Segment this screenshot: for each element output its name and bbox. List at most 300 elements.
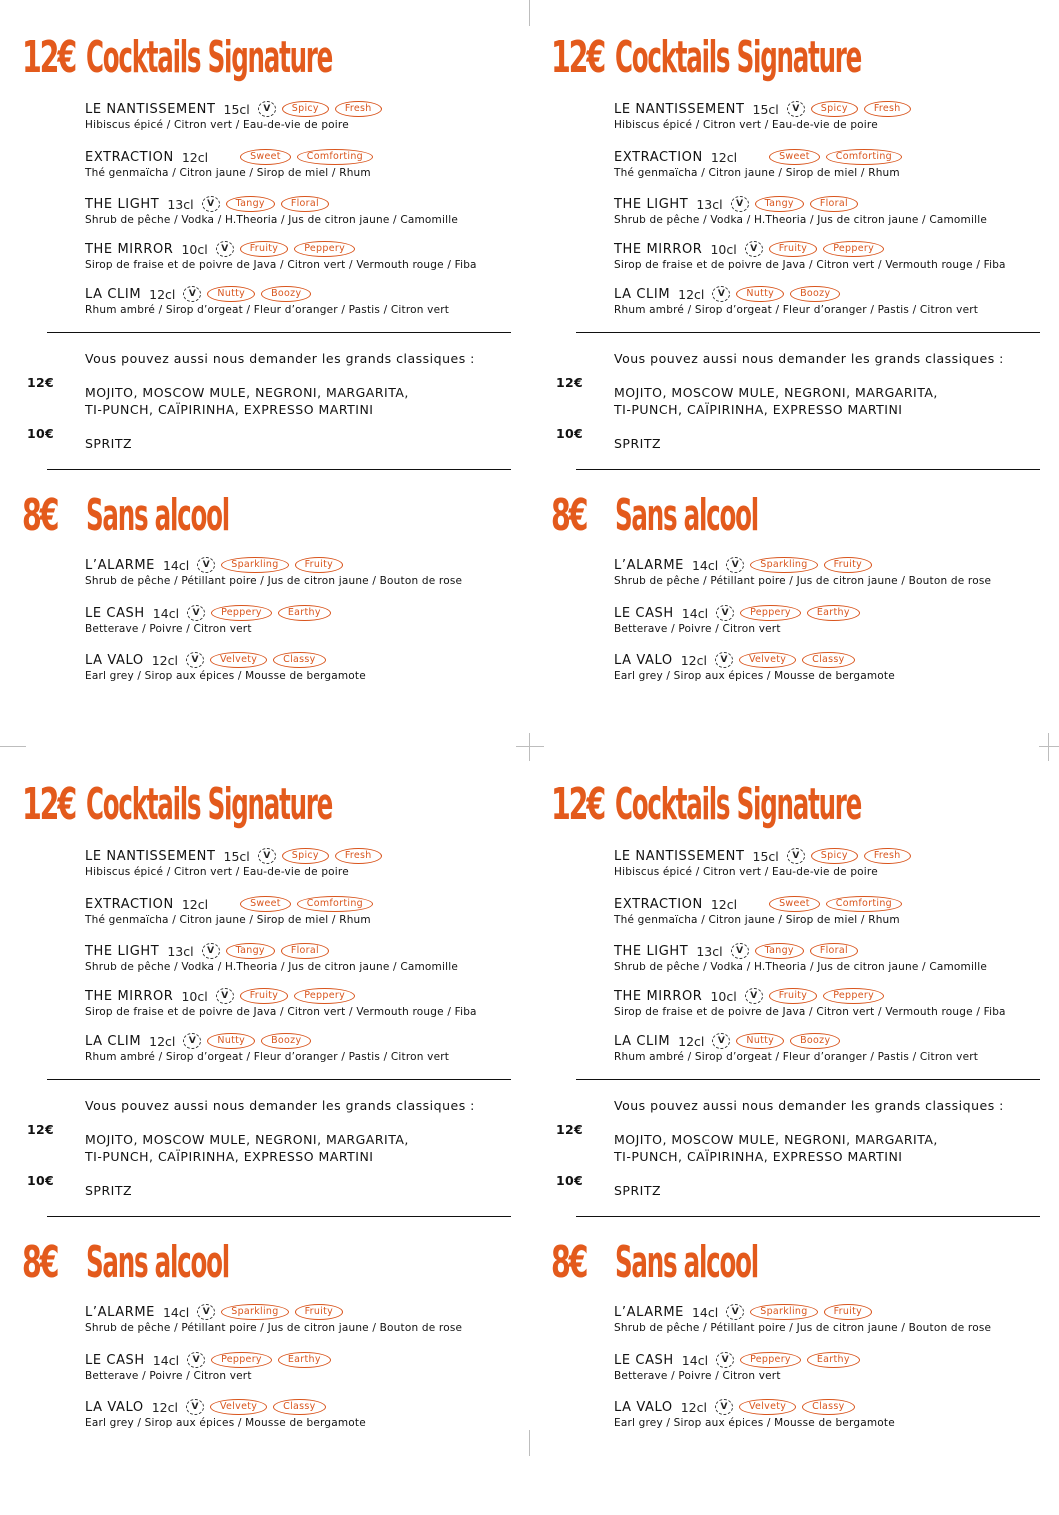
flavor-tag: Sweet: [769, 149, 820, 165]
sans-alcool-price: 8€: [551, 1237, 587, 1288]
flavor-tag: Sparkling: [750, 557, 817, 573]
classics-price: 12€: [27, 1122, 54, 1137]
menu-item: [85, 1032, 535, 1063]
classics-line: TI-PUNCH, CAÏPIRINHA, EXPRESSO MARTINI: [85, 402, 374, 417]
flavor-tag: Fruity: [824, 1304, 873, 1320]
menu-item: [614, 556, 1059, 587]
menu-item-ingredients: Shrub de pêche / Pétillant poire / Jus de citron jaune / Bouton de rose: [85, 575, 463, 587]
classics-intro: Vous pouvez aussi nous demander les grands classiques :: [85, 351, 475, 366]
spritz-label: SPRITZ: [85, 1183, 133, 1198]
menu-item-volume: 14cl: [152, 1352, 180, 1368]
menu-item: [85, 100, 535, 131]
flavor-tag: Comforting: [826, 896, 902, 912]
cocktails-title: Cocktails Signature: [86, 32, 333, 83]
menu-card: [551, 28, 1059, 768]
menu-item-volume: 15cl: [223, 848, 250, 864]
flavor-tag: Velvety: [210, 652, 267, 668]
flavor-tag: Boozy: [790, 286, 840, 302]
menu-item: [614, 195, 1059, 226]
cocktails-price: 12€: [22, 32, 76, 83]
classics-line: MOJITO, MOSCOW MULE, NEGRONI, MARGARITA,: [614, 385, 938, 400]
divider: [576, 469, 1040, 470]
vegan-icon: V: [712, 1033, 730, 1049]
flavor-tag: Velvety: [210, 1399, 267, 1415]
flavor-tag: Peppery: [211, 605, 272, 621]
menu-item-heading: [85, 895, 535, 913]
divider: [576, 1079, 1040, 1080]
vegan-icon: V: [787, 101, 805, 117]
flavor-tag: Velvety: [739, 1399, 796, 1415]
menu-item-volume: 12cl: [181, 149, 209, 165]
flavor-tag: Peppery: [294, 988, 355, 1004]
flavor-tag: Tangy: [755, 196, 804, 212]
divider: [47, 332, 511, 333]
menu-item-name: THE MIRROR: [614, 988, 703, 1004]
menu-item-volume: 14cl: [691, 1304, 719, 1320]
menu-item: [614, 604, 1059, 635]
menu-item-volume: 12cl: [678, 1033, 705, 1049]
menu-item-name: L’ALARME: [614, 557, 684, 573]
menu-item-name: EXTRACTION: [85, 149, 174, 165]
flavor-tag: Floral: [281, 196, 329, 212]
classics-list: [85, 384, 409, 418]
vegan-icon: V: [202, 196, 220, 212]
menu-item-ingredients: Shrub de pêche / Vodka / H.Theoria / Jus de citron jaune / Camomille: [614, 961, 987, 973]
menu-item: [85, 604, 535, 635]
menu-item-name: L’ALARME: [614, 1304, 684, 1320]
menu-item-heading: [85, 1351, 535, 1369]
menu-item-volume: 12cl: [678, 286, 705, 302]
spritz-label: SPRITZ: [614, 436, 662, 451]
classics-price: 12€: [556, 1122, 583, 1137]
menu-item-ingredients: Shrub de pêche / Vodka / H.Theoria / Jus de citron jaune / Camomille: [85, 214, 458, 226]
menu-item-volume: 12cl: [151, 652, 178, 668]
menu-item-name: LA VALO: [85, 1399, 144, 1415]
menu-item-volume: 13cl: [167, 196, 194, 212]
flavor-tag: Floral: [810, 196, 858, 212]
flavor-tag: Fruity: [295, 557, 344, 573]
menu-item-heading: [614, 847, 1059, 865]
menu-item-volume: 10cl: [710, 241, 737, 257]
menu-item-name: LE NANTISSEMENT: [614, 848, 745, 864]
menu-item-volume: 12cl: [151, 1399, 178, 1415]
menu-item-heading: [614, 556, 1059, 574]
menu-item-heading: [85, 942, 535, 960]
menu-item-heading: [614, 100, 1059, 118]
menu-item-heading: [85, 847, 535, 865]
classics-line: MOJITO, MOSCOW MULE, NEGRONI, MARGARITA,: [85, 1132, 409, 1147]
menu-item-ingredients: Betterave / Poivre / Citron vert: [614, 623, 781, 635]
flavor-tag: Sweet: [240, 149, 291, 165]
menu-item-heading: [85, 100, 535, 118]
menu-item-name: LE CASH: [614, 1352, 674, 1368]
menu-item: [614, 285, 1059, 316]
menu-item-volume: 12cl: [710, 896, 738, 912]
divider: [47, 469, 511, 470]
menu-item: [614, 987, 1059, 1018]
menu-item-ingredients: Thé genmaïcha / Citron jaune / Sirop de miel / Rhum: [85, 914, 371, 926]
flavor-tag: Spicy: [811, 848, 858, 864]
menu-item-volume: 12cl: [710, 149, 738, 165]
classics-intro: Vous pouvez aussi nous demander les grands classiques :: [614, 351, 1004, 366]
flavor-tag: Tangy: [226, 196, 275, 212]
menu-item-volume: 12cl: [680, 652, 707, 668]
menu-item-volume: 14cl: [681, 1352, 709, 1368]
menu-item-ingredients: Sirop de fraise et de poivre de Java / Citron vert / Vermouth rouge / Fiba: [85, 1006, 477, 1018]
sans-alcool-price: 8€: [22, 490, 58, 541]
menu-item: [614, 100, 1059, 131]
flavor-tag: Fresh: [335, 101, 382, 117]
flavor-tag: Fruity: [769, 241, 818, 257]
vegan-icon: V: [787, 848, 805, 864]
vegan-icon: V: [716, 605, 734, 621]
menu-item-heading: [614, 1303, 1059, 1321]
flavor-tag: Classy: [802, 652, 854, 668]
menu-item-name: LA CLIM: [85, 286, 142, 302]
classics-line: MOJITO, MOSCOW MULE, NEGRONI, MARGARITA,: [614, 1132, 938, 1147]
menu-item: [85, 1398, 535, 1429]
flavor-tag: Nutty: [207, 286, 255, 302]
vegan-icon: V: [202, 943, 220, 959]
flavor-tag: Comforting: [297, 896, 373, 912]
menu-item-ingredients: Shrub de pêche / Vodka / H.Theoria / Jus de citron jaune / Camomille: [614, 214, 987, 226]
menu-item-name: THE LIGHT: [85, 943, 160, 959]
menu-item-heading: [85, 195, 535, 213]
cocktails-price: 12€: [551, 32, 605, 83]
vegan-icon: V: [258, 101, 276, 117]
menu-item: [614, 1032, 1059, 1063]
menu-item: [85, 556, 535, 587]
flavor-tag: Peppery: [823, 988, 884, 1004]
menu-item-ingredients: Earl grey / Sirop aux épices / Mousse de bergamote: [85, 670, 366, 682]
menu-item: [614, 240, 1059, 271]
flavor-tag: Tangy: [226, 943, 275, 959]
menu-item-ingredients: Rhum ambré / Sirop d’orgeat / Fleur d’oranger / Pastis / Citron vert: [614, 304, 979, 316]
spritz-label: SPRITZ: [85, 436, 133, 451]
menu-item-ingredients: Thé genmaïcha / Citron jaune / Sirop de miel / Rhum: [85, 167, 371, 179]
menu-item-name: L’ALARME: [85, 557, 155, 573]
flavor-tag: Spicy: [282, 848, 329, 864]
menu-item: [85, 847, 535, 878]
menu-item-volume: 14cl: [152, 605, 180, 621]
classics-line: TI-PUNCH, CAÏPIRINHA, EXPRESSO MARTINI: [614, 1149, 903, 1164]
vegan-icon: V: [183, 286, 201, 302]
vegan-icon: V: [187, 1352, 205, 1368]
sans-alcool-title: Sans alcool: [86, 1237, 229, 1288]
menu-item-ingredients: Betterave / Poivre / Citron vert: [85, 623, 252, 635]
menu-item-ingredients: Earl grey / Sirop aux épices / Mousse de bergamote: [85, 1417, 366, 1429]
flavor-tag: Fruity: [769, 988, 818, 1004]
menu-item-name: THE MIRROR: [85, 241, 174, 257]
menu-item-heading: [614, 285, 1059, 303]
menu-item-volume: 12cl: [149, 286, 176, 302]
menu-item-ingredients: Sirop de fraise et de poivre de Java / Citron vert / Vermouth rouge / Fiba: [614, 1006, 1006, 1018]
spritz-price: 10€: [27, 426, 54, 441]
menu-item-name: LA VALO: [614, 652, 673, 668]
menu-item-ingredients: Betterave / Poivre / Citron vert: [85, 1370, 252, 1382]
menu-item: [614, 1303, 1059, 1334]
menu-item-ingredients: Hibiscus épicé / Citron vert / Eau-de-vie de poire: [614, 866, 878, 878]
classics-intro: Vous pouvez aussi nous demander les grands classiques :: [85, 1098, 475, 1113]
menu-item-volume: 10cl: [181, 241, 208, 257]
flavor-tag: Classy: [802, 1399, 854, 1415]
classics-price: 12€: [27, 375, 54, 390]
vegan-icon: V: [726, 1304, 744, 1320]
menu-item-heading: [85, 604, 535, 622]
cocktails-title: Cocktails Signature: [615, 779, 862, 830]
menu-item-ingredients: Shrub de pêche / Pétillant poire / Jus de citron jaune / Bouton de rose: [614, 575, 992, 587]
flavor-tag: Fresh: [864, 848, 911, 864]
menu-card: [551, 775, 1059, 1515]
spritz-price: 10€: [27, 1173, 54, 1188]
menu-item-heading: [614, 895, 1059, 913]
classics-line: TI-PUNCH, CAÏPIRINHA, EXPRESSO MARTINI: [614, 402, 903, 417]
menu-item-name: EXTRACTION: [614, 896, 703, 912]
vegan-icon: V: [186, 652, 204, 668]
menu-item-volume: 14cl: [162, 557, 190, 573]
divider: [576, 1216, 1040, 1217]
menu-item-heading: [614, 987, 1059, 1005]
menu-item-name: LE NANTISSEMENT: [85, 101, 216, 117]
menu-item-volume: 13cl: [696, 196, 723, 212]
vegan-icon: V: [216, 988, 234, 1004]
menu-item-heading: [614, 942, 1059, 960]
cocktails-price: 12€: [22, 779, 76, 830]
vegan-icon: V: [186, 1399, 204, 1415]
menu-item: [85, 148, 535, 179]
vegan-icon: V: [745, 241, 763, 257]
menu-item-name: THE LIGHT: [614, 943, 689, 959]
menu-item-volume: 13cl: [167, 943, 194, 959]
flavor-tag: Earthy: [807, 1352, 860, 1368]
flavor-tag: Tangy: [755, 943, 804, 959]
sans-alcool-title: Sans alcool: [86, 490, 229, 541]
classics-line: MOJITO, MOSCOW MULE, NEGRONI, MARGARITA,: [85, 385, 409, 400]
flavor-tag: Sweet: [769, 896, 820, 912]
flavor-tag: Fresh: [335, 848, 382, 864]
divider: [576, 332, 1040, 333]
flavor-tag: Sweet: [240, 896, 291, 912]
menu-item-volume: 14cl: [681, 605, 709, 621]
menu-item: [85, 895, 535, 926]
sans-alcool-price: 8€: [22, 1237, 58, 1288]
vegan-icon: V: [726, 557, 744, 573]
menu-item-heading: [614, 604, 1059, 622]
menu-item-ingredients: Thé genmaïcha / Citron jaune / Sirop de miel / Rhum: [614, 167, 900, 179]
menu-item: [614, 847, 1059, 878]
menu-item-heading: [614, 1032, 1059, 1050]
classics-intro: Vous pouvez aussi nous demander les grands classiques :: [614, 1098, 1004, 1113]
menu-item-volume: 13cl: [696, 943, 723, 959]
menu-item-ingredients: Hibiscus épicé / Citron vert / Eau-de-vie de poire: [614, 119, 878, 131]
menu-item-volume: 15cl: [752, 101, 779, 117]
menu-item: [614, 148, 1059, 179]
menu-item-name: THE LIGHT: [614, 196, 689, 212]
divider: [47, 1216, 511, 1217]
menu-item-heading: [85, 240, 535, 258]
cocktails-title: Cocktails Signature: [615, 32, 862, 83]
flavor-tag: Boozy: [261, 1033, 311, 1049]
menu-item-ingredients: Sirop de fraise et de poivre de Java / Citron vert / Vermouth rouge / Fiba: [85, 259, 477, 271]
menu-item-ingredients: Rhum ambré / Sirop d’orgeat / Fleur d’oranger / Pastis / Citron vert: [85, 304, 450, 316]
menu-item-ingredients: Rhum ambré / Sirop d’orgeat / Fleur d’oranger / Pastis / Citron vert: [614, 1051, 979, 1063]
menu-item: [85, 240, 535, 271]
menu-item-ingredients: Shrub de pêche / Pétillant poire / Jus de citron jaune / Bouton de rose: [614, 1322, 992, 1334]
menu-item-ingredients: Shrub de pêche / Vodka / H.Theoria / Jus de citron jaune / Camomille: [85, 961, 458, 973]
flavor-tag: Fresh: [864, 101, 911, 117]
menu-item-volume: 10cl: [181, 988, 208, 1004]
flavor-tag: Classy: [273, 1399, 325, 1415]
menu-item-name: LA CLIM: [614, 1033, 671, 1049]
flavor-tag: Peppery: [294, 241, 355, 257]
vegan-icon: V: [731, 943, 749, 959]
menu-item-volume: 10cl: [710, 988, 737, 1004]
flavor-tag: Comforting: [826, 149, 902, 165]
menu-item-ingredients: Sirop de fraise et de poivre de Java / Citron vert / Vermouth rouge / Fiba: [614, 259, 1006, 271]
menu-item-volume: 12cl: [680, 1399, 707, 1415]
menu-item-ingredients: Hibiscus épicé / Citron vert / Eau-de-vie de poire: [85, 119, 349, 131]
flavor-tag: Peppery: [740, 1352, 801, 1368]
flavor-tag: Earthy: [278, 605, 331, 621]
menu-item-name: L’ALARME: [85, 1304, 155, 1320]
flavor-tag: Fruity: [824, 557, 873, 573]
menu-item-heading: [85, 1032, 535, 1050]
flavor-tag: Velvety: [739, 652, 796, 668]
menu-item: [85, 942, 535, 973]
flavor-tag: Nutty: [736, 286, 784, 302]
menu-item: [85, 1303, 535, 1334]
menu-item: [85, 987, 535, 1018]
menu-item-heading: [614, 1351, 1059, 1369]
menu-item-name: LE NANTISSEMENT: [614, 101, 745, 117]
menu-item: [85, 195, 535, 226]
menu-item: [85, 1351, 535, 1382]
flavor-tag: Spicy: [282, 101, 329, 117]
flavor-tag: Peppery: [823, 241, 884, 257]
menu-item-heading: [614, 148, 1059, 166]
vegan-icon: V: [731, 196, 749, 212]
classics-list: [614, 384, 938, 418]
flavor-tag: Earthy: [278, 1352, 331, 1368]
menu-item-heading: [85, 1398, 535, 1416]
vegan-icon: V: [216, 241, 234, 257]
flavor-tag: Sparkling: [221, 1304, 288, 1320]
menu-item-ingredients: Earl grey / Sirop aux épices / Mousse de bergamote: [614, 670, 895, 682]
menu-item-volume: 12cl: [149, 1033, 176, 1049]
flavor-tag: Boozy: [261, 286, 311, 302]
vegan-icon: V: [715, 1399, 733, 1415]
menu-item-name: LE CASH: [614, 605, 674, 621]
classics-price: 12€: [556, 375, 583, 390]
menu-item-ingredients: Earl grey / Sirop aux épices / Mousse de bergamote: [614, 1417, 895, 1429]
menu-item-heading: [614, 195, 1059, 213]
menu-item-heading: [85, 1303, 535, 1321]
menu-item-name: EXTRACTION: [614, 149, 703, 165]
flavor-tag: Spicy: [811, 101, 858, 117]
menu-item: [85, 285, 535, 316]
sans-alcool-price: 8€: [551, 490, 587, 541]
menu-item-name: EXTRACTION: [85, 896, 174, 912]
menu-item-name: LE NANTISSEMENT: [85, 848, 216, 864]
flavor-tag: Floral: [810, 943, 858, 959]
vegan-icon: V: [197, 1304, 215, 1320]
menu-item-name: LA CLIM: [614, 286, 671, 302]
classics-line: TI-PUNCH, CAÏPIRINHA, EXPRESSO MARTINI: [85, 1149, 374, 1164]
divider: [47, 1079, 511, 1080]
spritz-price: 10€: [556, 1173, 583, 1188]
menu-item-volume: 15cl: [752, 848, 779, 864]
vegan-icon: V: [716, 1352, 734, 1368]
menu-item-heading: [614, 651, 1059, 669]
flavor-tag: Nutty: [736, 1033, 784, 1049]
menu-item-name: LA VALO: [614, 1399, 673, 1415]
spritz-label: SPRITZ: [614, 1183, 662, 1198]
vegan-icon: V: [197, 557, 215, 573]
menu-item-ingredients: Shrub de pêche / Pétillant poire / Jus de citron jaune / Bouton de rose: [85, 1322, 463, 1334]
menu-item-ingredients: Hibiscus épicé / Citron vert / Eau-de-vie de poire: [85, 866, 349, 878]
menu-item-volume: 15cl: [223, 101, 250, 117]
menu-item-ingredients: Thé genmaïcha / Citron jaune / Sirop de miel / Rhum: [614, 914, 900, 926]
vegan-icon: V: [258, 848, 276, 864]
crop-mark: [529, 0, 530, 26]
flavor-tag: Earthy: [807, 605, 860, 621]
flavor-tag: Peppery: [740, 605, 801, 621]
menu-item: [614, 651, 1059, 682]
menu-item-volume: 14cl: [162, 1304, 190, 1320]
cocktails-price: 12€: [551, 779, 605, 830]
flavor-tag: Comforting: [297, 149, 373, 165]
vegan-icon: V: [187, 605, 205, 621]
classics-list: [85, 1131, 409, 1165]
menu-item-heading: [85, 148, 535, 166]
flavor-tag: Peppery: [211, 1352, 272, 1368]
flavor-tag: Fruity: [240, 988, 289, 1004]
menu-item-volume: 12cl: [181, 896, 209, 912]
flavor-tag: Nutty: [207, 1033, 255, 1049]
vegan-icon: V: [715, 652, 733, 668]
menu-card: [22, 775, 532, 1515]
menu-item-heading: [85, 556, 535, 574]
menu-card: [22, 28, 532, 768]
classics-list: [614, 1131, 938, 1165]
menu-item-heading: [614, 1398, 1059, 1416]
cocktails-title: Cocktails Signature: [86, 779, 333, 830]
menu-item-name: LE CASH: [85, 605, 145, 621]
menu-item-name: THE MIRROR: [85, 988, 174, 1004]
menu-item-heading: [85, 285, 535, 303]
sans-alcool-title: Sans alcool: [615, 1237, 758, 1288]
flavor-tag: Sparkling: [750, 1304, 817, 1320]
menu-item-volume: 14cl: [691, 557, 719, 573]
menu-item-name: LA VALO: [85, 652, 144, 668]
menu-item-ingredients: Betterave / Poivre / Citron vert: [614, 1370, 781, 1382]
vegan-icon: V: [712, 286, 730, 302]
vegan-icon: V: [745, 988, 763, 1004]
menu-item: [614, 895, 1059, 926]
menu-item: [614, 1398, 1059, 1429]
vegan-icon: V: [183, 1033, 201, 1049]
menu-item-name: THE LIGHT: [85, 196, 160, 212]
menu-item: [614, 1351, 1059, 1382]
menu-item-heading: [614, 240, 1059, 258]
spritz-price: 10€: [556, 426, 583, 441]
flavor-tag: Classy: [273, 652, 325, 668]
menu-item: [614, 942, 1059, 973]
flavor-tag: Fruity: [240, 241, 289, 257]
menu-item-ingredients: Rhum ambré / Sirop d’orgeat / Fleur d’oranger / Pastis / Citron vert: [85, 1051, 450, 1063]
menu-item-name: LE CASH: [85, 1352, 145, 1368]
menu-item-name: THE MIRROR: [614, 241, 703, 257]
